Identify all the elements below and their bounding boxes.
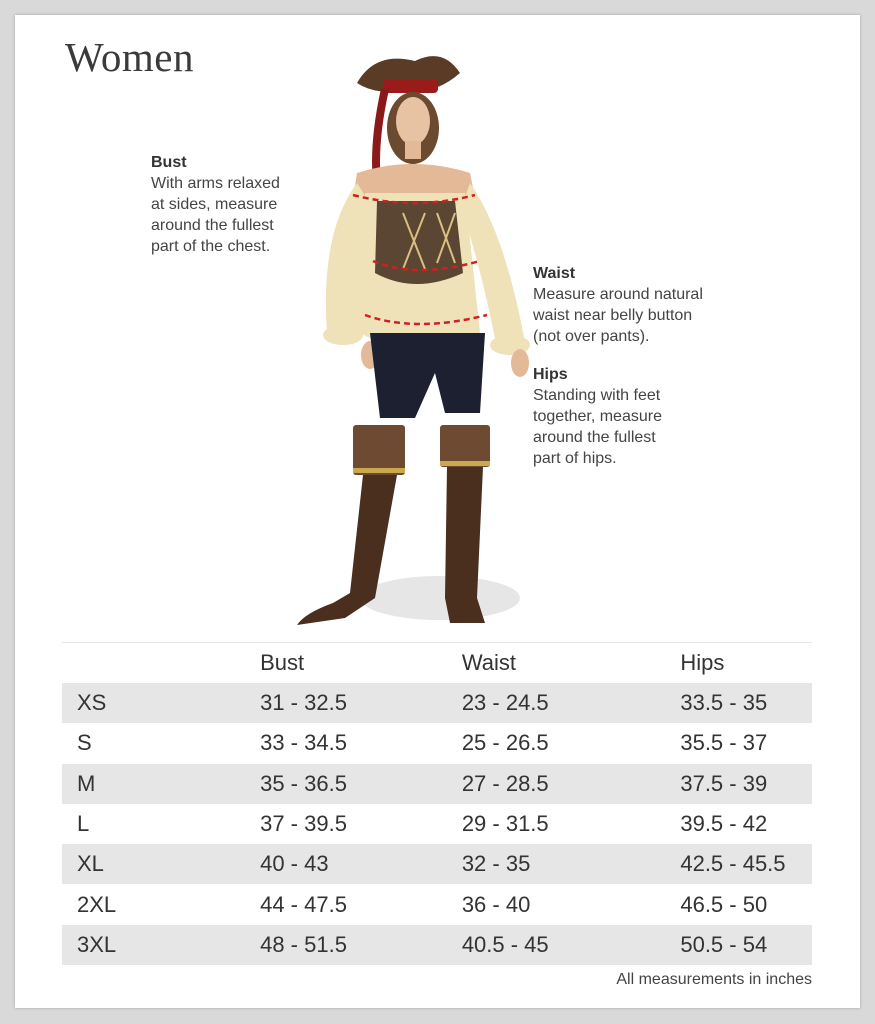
bust-cell: 48 - 51.5 — [260, 925, 462, 965]
header-hips: Hips — [680, 643, 812, 684]
bust-text: With arms relaxed at sides, measure around the fullest part of the chest. — [151, 175, 280, 255]
bust-cell: 31 - 32.5 — [260, 683, 462, 723]
bust-cell: 35 - 36.5 — [260, 764, 462, 804]
page-title: Women — [65, 34, 195, 80]
header-bust: Bust — [260, 643, 462, 684]
waist-cell: 29 - 31.5 — [462, 804, 681, 844]
size-cell: S — [62, 723, 260, 763]
waist-text: Measure around natural waist near belly button (not over pants). — [533, 286, 703, 345]
hips-cell: 37.5 - 39 — [680, 764, 812, 804]
footnote: All measurements in inches — [616, 971, 812, 988]
waist-heading: Waist — [533, 265, 576, 282]
bust-heading: Bust — [151, 154, 187, 171]
table-row — [62, 884, 812, 924]
table-row — [62, 723, 812, 763]
waist-cell: 23 - 24.5 — [462, 683, 681, 723]
header-waist: Waist — [462, 643, 681, 684]
hips-cell: 46.5 - 50 — [680, 884, 812, 924]
hips-cell: 39.5 - 42 — [680, 804, 812, 844]
waist-cell: 36 - 40 — [462, 884, 681, 924]
table-row — [62, 925, 812, 965]
table-row — [62, 844, 812, 884]
bust-cell: 33 - 34.5 — [260, 723, 462, 763]
size-table — [62, 642, 812, 965]
bust-cell: 44 - 47.5 — [260, 884, 462, 924]
size-chart-card — [15, 15, 860, 1008]
hips-heading: Hips — [533, 366, 568, 383]
size-cell: L — [62, 804, 260, 844]
size-cell: XL — [62, 844, 260, 884]
model-illustration — [265, 33, 565, 638]
table-row — [62, 804, 812, 844]
bust-cell: 37 - 39.5 — [260, 804, 462, 844]
table-row — [62, 683, 812, 723]
bust-cell: 40 - 43 — [260, 844, 462, 884]
bust-note — [151, 152, 280, 257]
hips-cell: 33.5 - 35 — [680, 683, 812, 723]
size-cell: XS — [62, 683, 260, 723]
waist-cell: 32 - 35 — [462, 844, 681, 884]
size-cell: M — [62, 764, 260, 804]
size-cell: 3XL — [62, 925, 260, 965]
waist-cell: 25 - 26.5 — [462, 723, 681, 763]
header-size — [62, 643, 260, 684]
waist-cell: 40.5 - 45 — [462, 925, 681, 965]
model-figure — [265, 33, 565, 638]
hips-cell: 42.5 - 45.5 — [680, 844, 812, 884]
waist-cell: 27 - 28.5 — [462, 764, 681, 804]
hips-cell: 35.5 - 37 — [680, 723, 812, 763]
table-header-row — [62, 643, 812, 684]
table-row — [62, 764, 812, 804]
size-cell: 2XL — [62, 884, 260, 924]
hips-text: Standing with feet together, measure around the fullest part of hips. — [533, 387, 662, 467]
hips-cell: 50.5 - 54 — [680, 925, 812, 965]
